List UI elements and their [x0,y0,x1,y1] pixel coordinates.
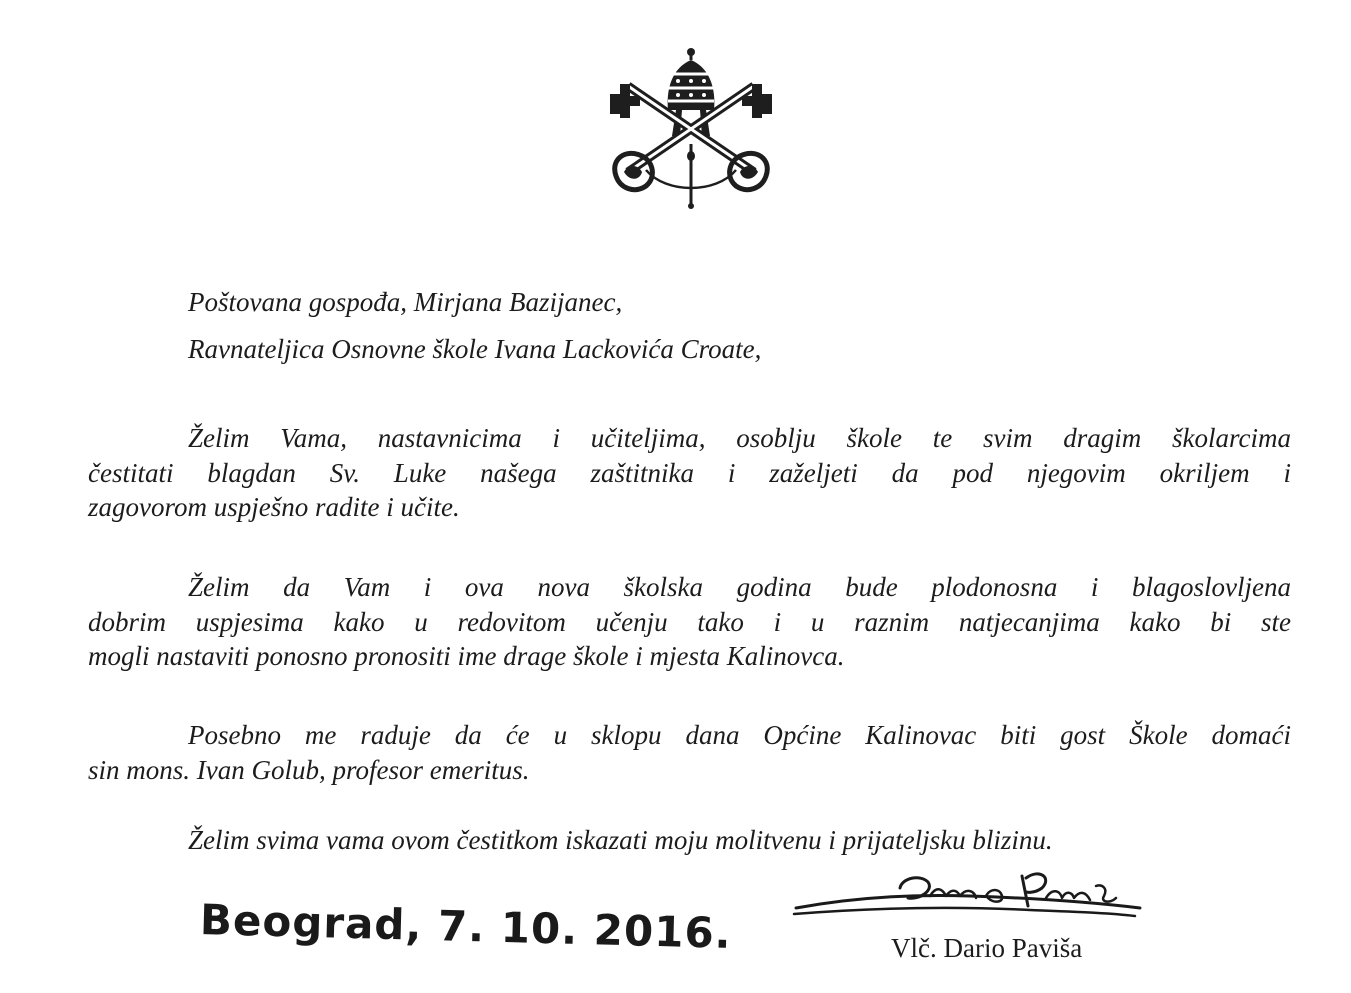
paragraph-line: Želim svima vama ovom čestitkom iskazati moju molitvenu i prijateljsku blizinu. [188,825,1053,855]
paragraph-line: Posebno me raduje da će u sklopu dana Općine Kalinovac biti gost Škole domaći [188,720,1291,750]
salutation-recipient-title: Ravnateljica Osnovne škole Ivana Lackovića Croate, [188,334,762,364]
salutation-recipient-name: Poštovana gospođa, Mirjana Bazijanec, [188,287,623,317]
paragraph-line: mogli nastaviti ponosno pronositi ime drage škole i mjesta Kalinovca. [88,641,845,671]
handwritten-signature [790,858,1150,928]
paragraph-line: dobrim uspjesima kako u redovitom učenju tako i u raznim natjecanjima kako bi ste [88,606,1291,637]
paragraph-line: Želim da Vam i ova nova školska godina bude plodonosna i blagoslovljena [188,572,1291,602]
body-paragraph [88,718,1291,787]
paragraph-line: sin mons. Ivan Golub, profesor emeritus. [88,754,530,785]
signer-name: Vlč. Dario Paviša [891,933,1083,963]
paragraph-line: Želim Vama, nastavnicima i učiteljima, osoblju škole te svim dragim školarcima [188,423,1291,453]
handwritten-place-date: Beograd, 7. 10. 2016. [199,895,733,958]
paragraph-line: zagovorom uspješno radite i učite. [88,492,460,522]
body-paragraph [88,570,1291,674]
body-paragraph [88,421,1291,525]
paragraph-line: čestitati blagdan Sv. Luke našega zaštitnika i zaželjeti da pod njegovim okriljem i [88,457,1291,488]
body-paragraph [88,823,1291,858]
papal-emblem-icon [606,44,776,210]
